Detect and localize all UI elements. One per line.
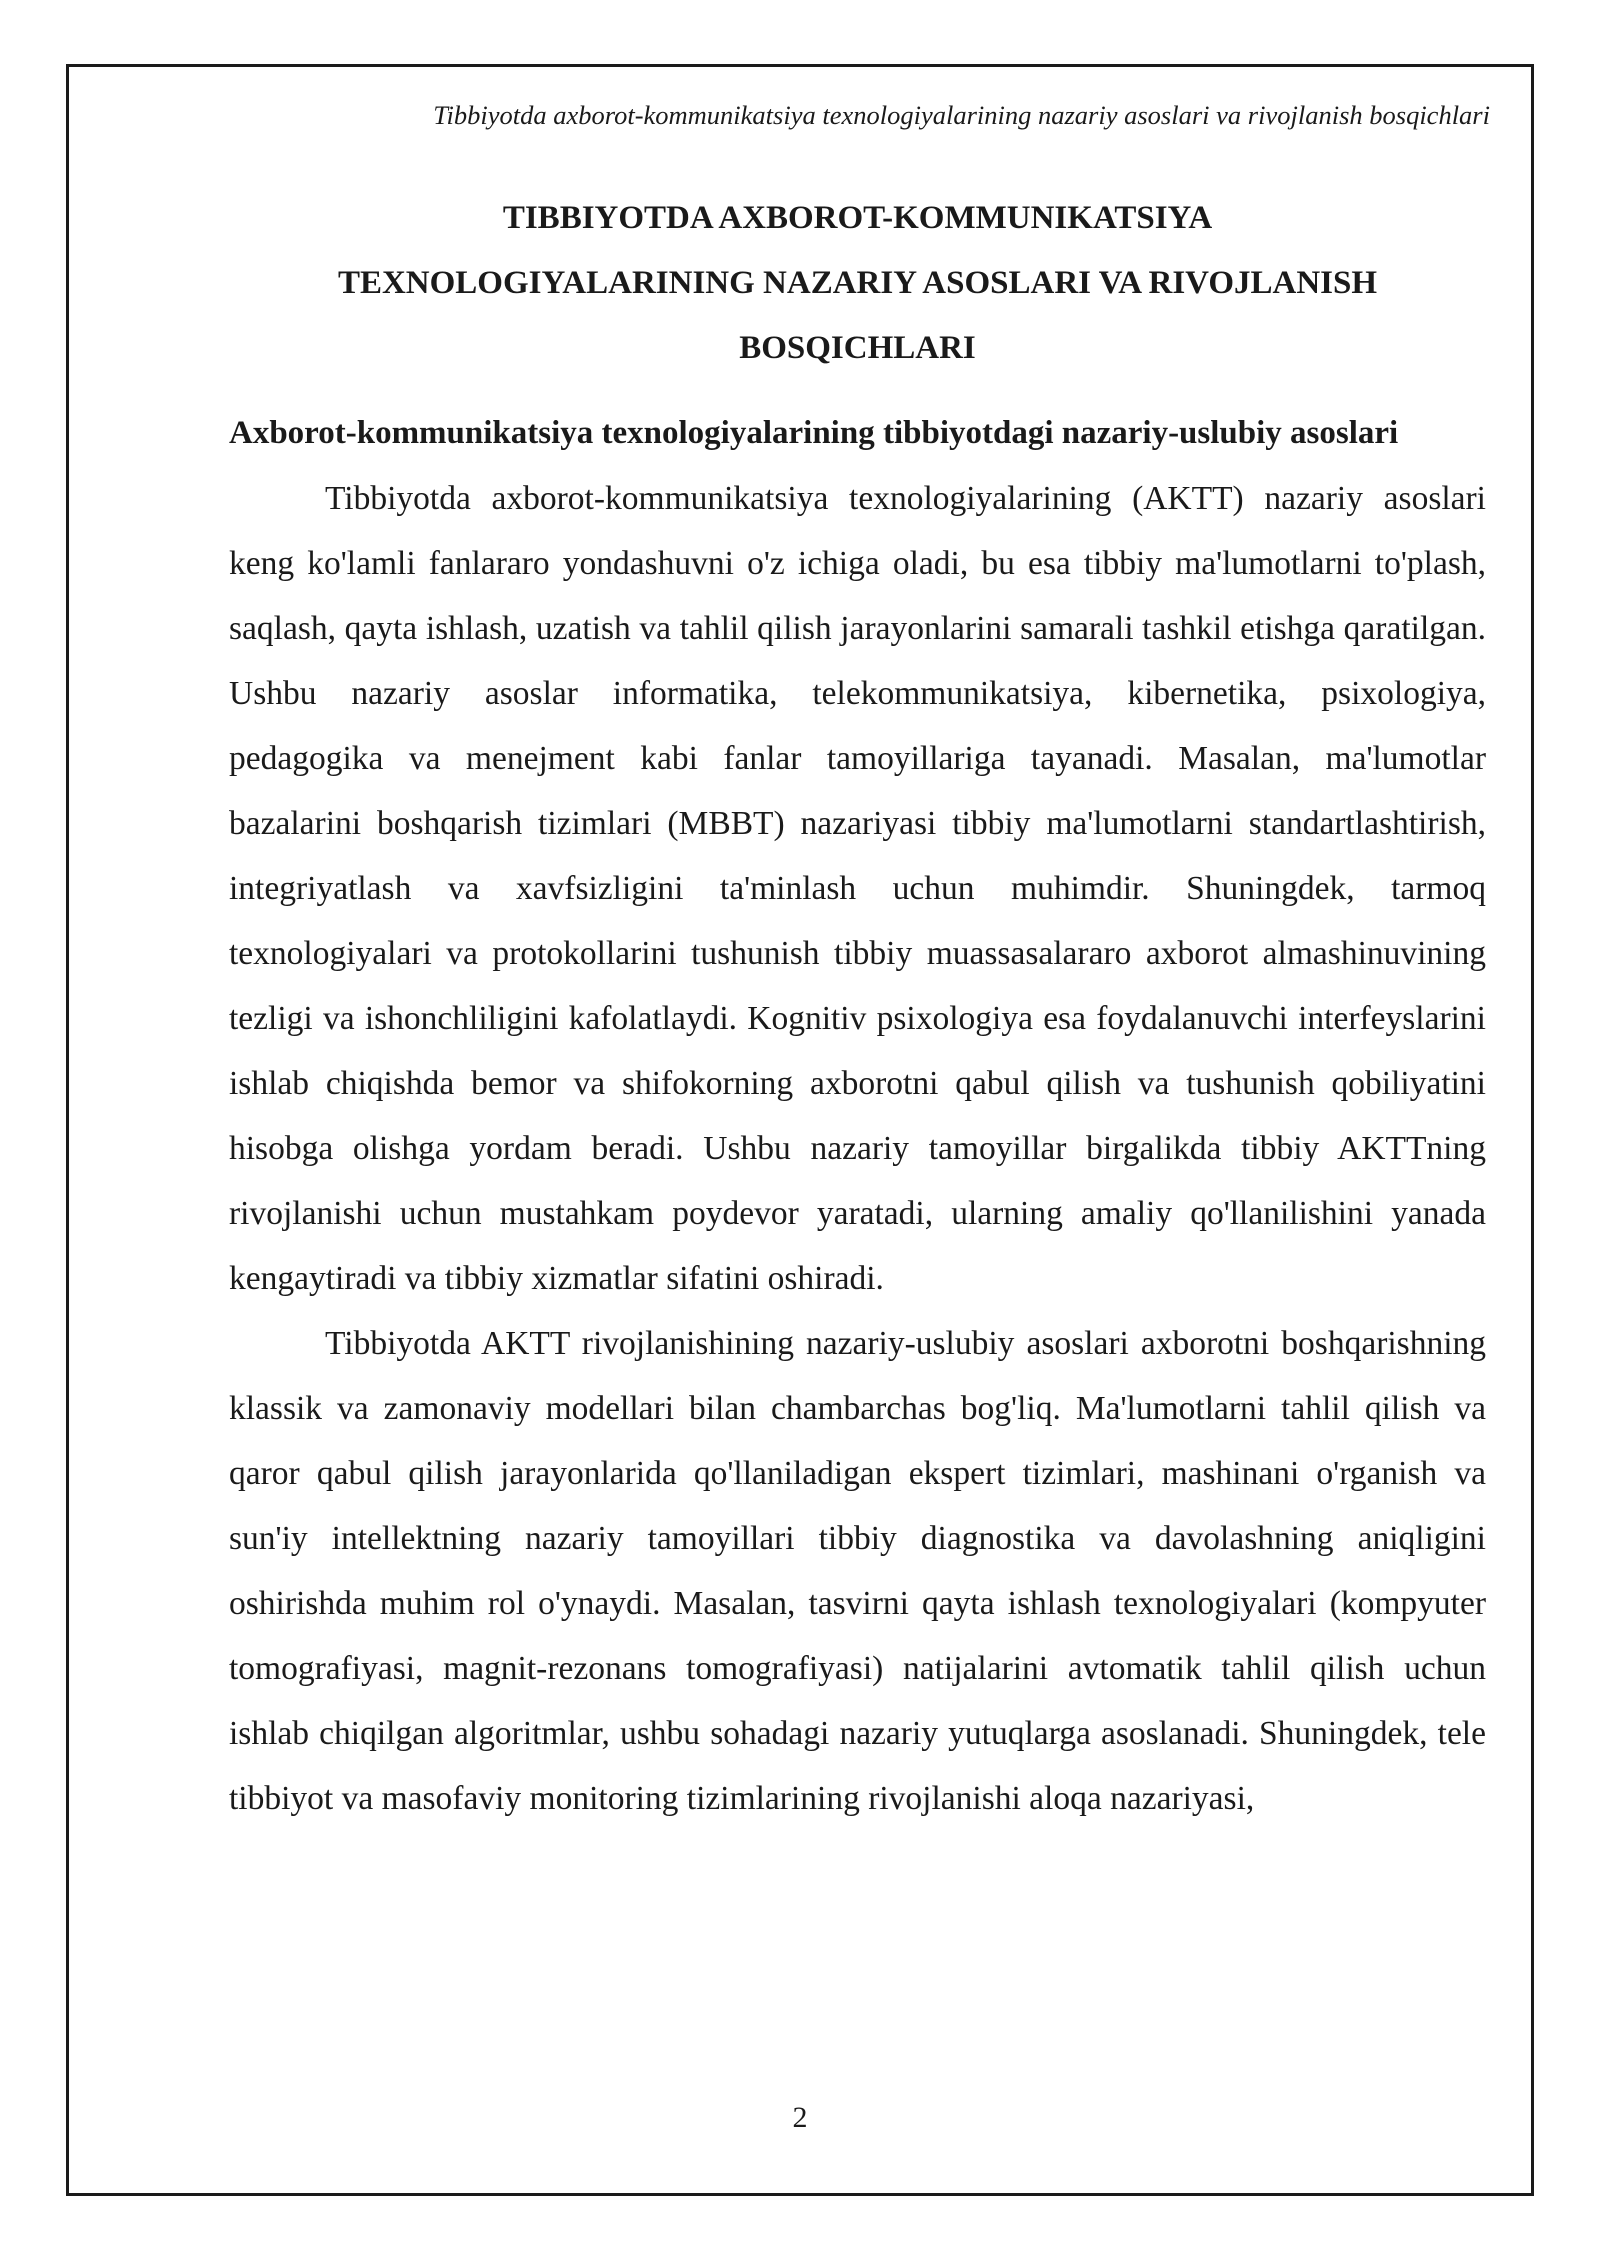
body-paragraph-1: Tibbiyotda axborot-kommunikatsiya texnologiyalarining (AKTT) nazariy asoslari keng ko'lamli fanlararo yondashuvni o'z ichiga oladi, bu esa tibbiy ma'lumotlarni to'plash, saqlash, qayta ishlash, uzatish va tahlil qilish jarayonlarini samarali tashkil etishga qaratilgan. Ushbu nazariy asoslar informatika, telekommunikatsiya, kibernetika, psixologiya, pedagogika va menejment kabi fanlar tamoyillariga tayanadi. Masalan, ma'lumotlar bazalarini boshqarish tizimlari (MBBT) nazariyasi tibbiy ma'lumotlarni standartlashtirish, integriyatlash va xavfsizligini ta'minlash uchun muhimdir. Shuningdek, tarmoq texnologiyalari va protokollarini tushunish tibbiy muassasalararo axborot almashinuvining tezligi va ishonchliligini kafolatlaydi. Kognitiv psixologiya esa foydalanuvchi interfeyslarini ishlab chiqishda bemor va shifokorning axborotni qabul qilish va tushunish qobiliyatini hisobga olishga yordam beradi. Ushbu nazariy tamoyillar birgalikda tibbiy AKTTning rivojlanishi uchun mustahkam poydevor yaratadi, ularning amaliy qo'llanilishini yanada kengaytiradi va tibbiy xizmatlar sifatini oshiradi. (229, 480, 1486, 1297)
page-number: 2 (792, 2101, 808, 2134)
title-line-3: BOSQICHLARI (739, 330, 976, 366)
document-body (229, 180, 1486, 1831)
title-line-1: TIBBIYOTDA AXBOROT-KOMMUNIKATSIYA (502, 200, 1213, 236)
body-paragraph-2: Tibbiyotda AKTT rivojlanishining nazariy-uslubiy asoslari axborotni boshqarishning klassik va zamonaviy modellari bilan chambarchas bog'liq. Ma'lumotlarni tahlil qilish va qaror qabul qilish jarayonlarida qo'llaniladigan ekspert tizimlari, mashinani o'rganish va sun'iy intellektning nazariy tamoyillari tibbiy diagnostika va davolashning aniqligini oshirishda muhim rol o'ynaydi. Masalan, tasvirni qayta ishlash texnologiyalari (kompyuter tomografiyasi, magnit-rezonans tomografiyasi) natijalarini avtomatik tahlil qilish uchun ishlab chiqilgan algoritmlar, ushbu sohadagi nazariy yutuqlarga asoslanadi. Shuningdek, tele tibbiyot va masofaviy monitoring tizimlarining rivojlanishi aloqa nazariyasi, (229, 1325, 1486, 1817)
section-heading: Axborot-kommunikatsiya texnologiyalarining tibbiyotdagi nazariy-uslubiy asoslari (229, 415, 1399, 451)
title-line-2: TEXNOLOGIYALARINING NAZARIY ASOSLARI VA RIVOJLANISH (337, 265, 1378, 301)
running-header: Tibbiyotda axborot-kommunikatsiya texnologiyalarining nazariy asoslari va rivojlanish bosqichlari (433, 100, 1490, 130)
document-title (229, 180, 1486, 381)
